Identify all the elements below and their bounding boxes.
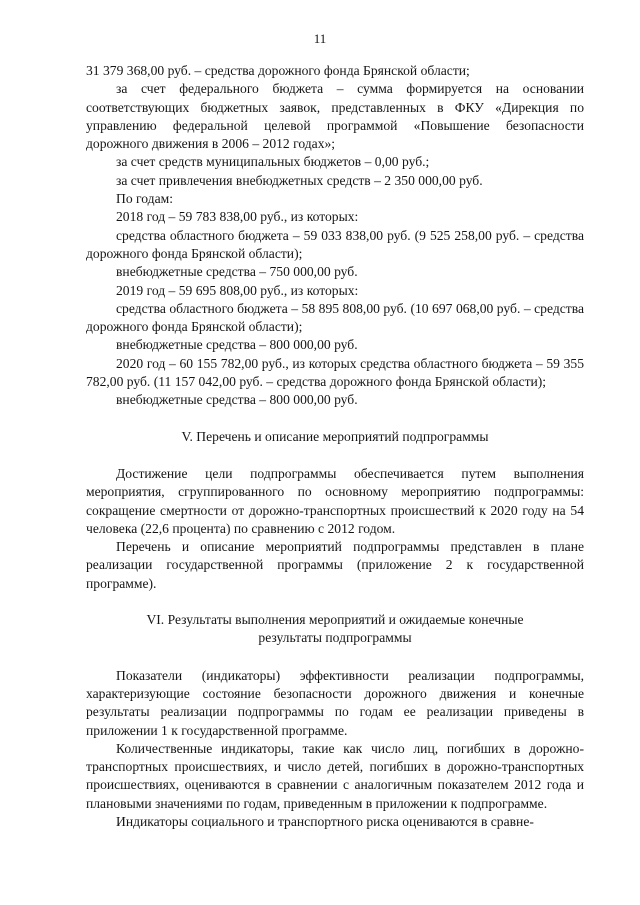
section-5-paragraph-goal: Достижение цели подпрограммы обеспечивается путем выполнения мероприятия, сгруппированного по основному мероприятию подпрограммы: сокращение смертности от дорожно-транспортных происшествий к 2020 году на 54 человека (22,6 процента) по сравнению с 2012 годом. [86,465,584,536]
section-5-heading: V. Перечень и описание мероприятий подпрограммы [181,428,489,444]
paragraph-2019-regional: средства областного бюджета – 58 895 808,00 руб. (10 697 068,00 руб. – средства дорожного фонда Брянской области); [86,300,584,335]
section-6-heading-line-2: результаты подпрограммы [258,630,412,646]
paragraph-federal-budget: за счет федерального бюджета – сумма формируется на основании соответствующих бюджетных заявок, представленных в ФКУ «Дирекция по управлению федеральной целевой программой «Повышение безопасности дорожного движения в 2006 – 2012 годах»; [86,81,584,152]
paragraph-2018-total: 2018 год – 59 783 838,00 руб., из которых: [116,209,359,225]
paragraph-2020-total: 2020 год – 60 155 782,00 руб., из которых средства областного бюджета – 59 355 782,00 руб. (11 157 042,00 руб. – средства дорожного фонда Брянской области); [86,355,584,390]
page-content [86,62,584,831]
paragraph-2019-total: 2019 год – 59 695 808,00 руб., из которых: [116,282,359,298]
paragraph-municipal-budgets: за счет средств муниципальных бюджетов – 0,00 руб.; [116,154,430,170]
paragraph-2018-regional: средства областного бюджета – 59 033 838,00 руб. (9 525 258,00 руб. – средства дорожного фонда Брянской области); [86,227,584,261]
section-6-paragraph-risk: Индикаторы социального и транспортного риска оцениваются в сравне- [116,813,534,829]
section-6-paragraph-quantitative: Количественные индикаторы, такие как число лиц, погибших в дорожно-транспортных происшествиях, и число детей, погибших в дорожно-транспортных происшествиях, оцениваются в сравнении с аналогичным показателем 2012 года и плановыми значениями по годам, приведенным в приложении к подпрограмме. [86,740,584,811]
paragraph-2019-extrabudgetary: внебюджетные средства – 800 000,00 руб. [116,337,358,353]
paragraph-extrabudgetary-funds: за счет привлечения внебюджетных средств – 2 350 000,00 руб. [116,172,483,188]
section-6-heading [86,611,584,648]
paragraph-by-years: По годам: [116,191,173,207]
section-5-paragraph-list: Перечень и описание мероприятий подпрограммы представлен в плане реализации государственной программы (приложение 2 к государственной программе). [86,539,584,591]
section-6-paragraph-indicators: Показатели (индикаторы) эффективности реализации подпрограммы, характеризующие состояние безопасности дорожного движения и конечные результаты реализации подпрограммы по годам ее реализации приведены в приложении 1 к государственной программе. [86,667,584,738]
paragraph-2018-extrabudgetary: внебюджетные средства – 750 000,00 руб. [116,264,358,280]
paragraph-2020-extrabudgetary: внебюджетные средства – 800 000,00 руб. [116,392,358,408]
paragraph-road-fund: 31 379 368,00 руб. – средства дорожного фонда Брянской области; [86,63,470,78]
page-number: 11 [313,31,327,46]
section-6-heading-line-1: VI. Результаты выполнения мероприятий и ожидаемые конечные [146,612,524,628]
